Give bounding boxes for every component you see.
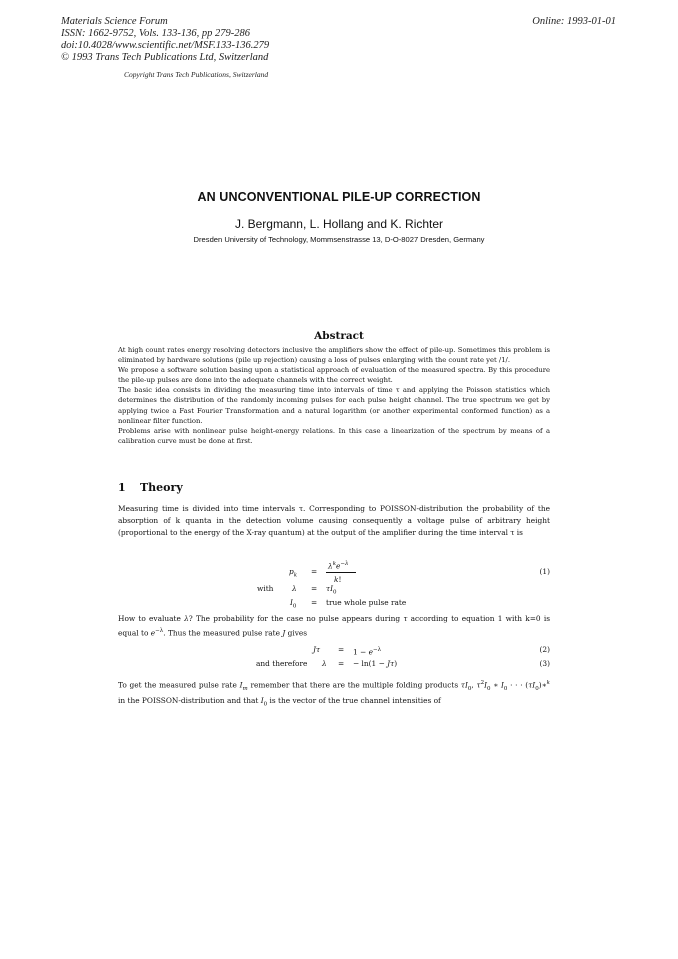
eq1-lhs: $p_k$ <box>289 567 298 579</box>
abstract-heading: Abstract <box>314 330 364 342</box>
journal-name: Materials Science Forum <box>61 16 168 27</box>
body-paragraph: Measuring time is divided into time intervals τ. Corresponding to POISSON-distribution the probability of the absorption of k quanta in the detection volume causing consequently a voltage pulse of arbitrary height (proportional to the energy of the X-ray quantum) at the output of the amplifier during the time interval τ is <box>118 504 550 537</box>
abstract-body <box>118 345 550 446</box>
equation-number: (3) <box>539 659 550 668</box>
eq1-i0: $I_0$ <box>290 598 297 610</box>
eq3-equals: = <box>338 659 345 668</box>
fraction-line <box>326 572 356 573</box>
eq1-equals-2: = <box>311 584 318 593</box>
eq3-lhs: λ <box>322 659 327 668</box>
eq1-with-label: with <box>257 584 274 593</box>
eq2-lhs: Jτ <box>313 645 321 654</box>
abstract-paragraph: At high count rates energy resolving detectors inclusive the amplifiers show the effect of pile-up. Sometimes this problem is eliminated by hardware solutions (pile up rejection) causing a loss of pulses enlarging with the count rate yet /1/. <box>118 346 550 365</box>
abstract-paragraph: We propose a software solution basing upon a statistical approach of evaluation of the measured spectra. By this procedure the pile-up pulses are done into the adequate channels with the correct weight. <box>118 366 550 385</box>
eq3-rhs: − ln(1 − Jτ) <box>353 659 398 668</box>
paper-affiliation: Dresden University of Technology, Mommsenstrasse 13, D-O-8027 Dresden, Germany <box>193 235 485 244</box>
publication-info <box>61 16 269 64</box>
equation-number: (2) <box>539 645 550 654</box>
copyright-small: Copyright Trans Tech Publications, Switzerland <box>124 70 269 79</box>
eq1-numerator: $\lambda^ke^{-\lambda}$ <box>328 561 349 571</box>
body-paragraph: To get the measured pulse rate $I_m$ remember that there are the multiple folding products $\tau I_0$, $\tau^2I_0$ ∗ $I_0$ · · · $(\tau I_0)∗^k$ in the POISSON-distribution and that $I_0$ is the vector of the true channel intensities of <box>118 680 550 708</box>
abstract-paragraph: Problems arise with nonlinear pulse height-energy relations. In this case a linearization of the spectrum by means of a calibration curve must be done at first. <box>118 426 550 445</box>
eq3-label: and therefore <box>256 659 308 668</box>
paper-authors: J. Bergmann, L. Hollang and K. Richter <box>234 217 444 231</box>
abstract-paragraph: The basic idea consists in dividing the measuring time into intervals of time τ and applying the Poisson statistics which determines the distribution of the randomly incoming pulses for each pulse height channel. The true spectrum we get by applying twice a Fast Fourier Transformation and a natural logarithm (or another experimental conformed function) as a nonlinear filter function. <box>118 386 550 425</box>
online-date: Online: 1993-01-01 <box>532 16 616 27</box>
eq1-tau-i0: $\tau I_0$ <box>326 584 337 596</box>
eq1-lambda: λ <box>292 584 297 593</box>
doi-line[interactable]: doi:10.4028/www.scientific.net/MSF.133-136.279 <box>61 40 270 51</box>
copyright-line: © 1993 Trans Tech Publications Ltd, Switzerland <box>61 52 269 63</box>
section-title: Theory <box>140 481 183 494</box>
eq1-denominator: k! <box>334 575 342 584</box>
section-heading <box>118 481 183 494</box>
eq1-true-rate: true whole pulse rate <box>326 598 407 607</box>
section-number: 1 <box>118 481 126 494</box>
equation-number: (1) <box>539 567 550 576</box>
eq2-equals: = <box>338 645 345 654</box>
eq1-equals-3: = <box>311 598 318 607</box>
eq1-equals: = <box>311 567 318 576</box>
paper-title: AN UNCONVENTIONAL PILE-UP CORRECTION <box>197 190 481 204</box>
issn-line: ISSN: 1662-9752, Vols. 133-136, pp 279-286 <box>61 28 250 39</box>
body-paragraph: How to evaluate λ? The probability for the case no pulse appears during τ according to equation 1 with k=0 is equal to $e^{-\lambda}$. Thus the measured pulse rate J gives <box>118 614 550 638</box>
eq2-rhs: $1 - e^{-\lambda}$ <box>353 647 382 657</box>
